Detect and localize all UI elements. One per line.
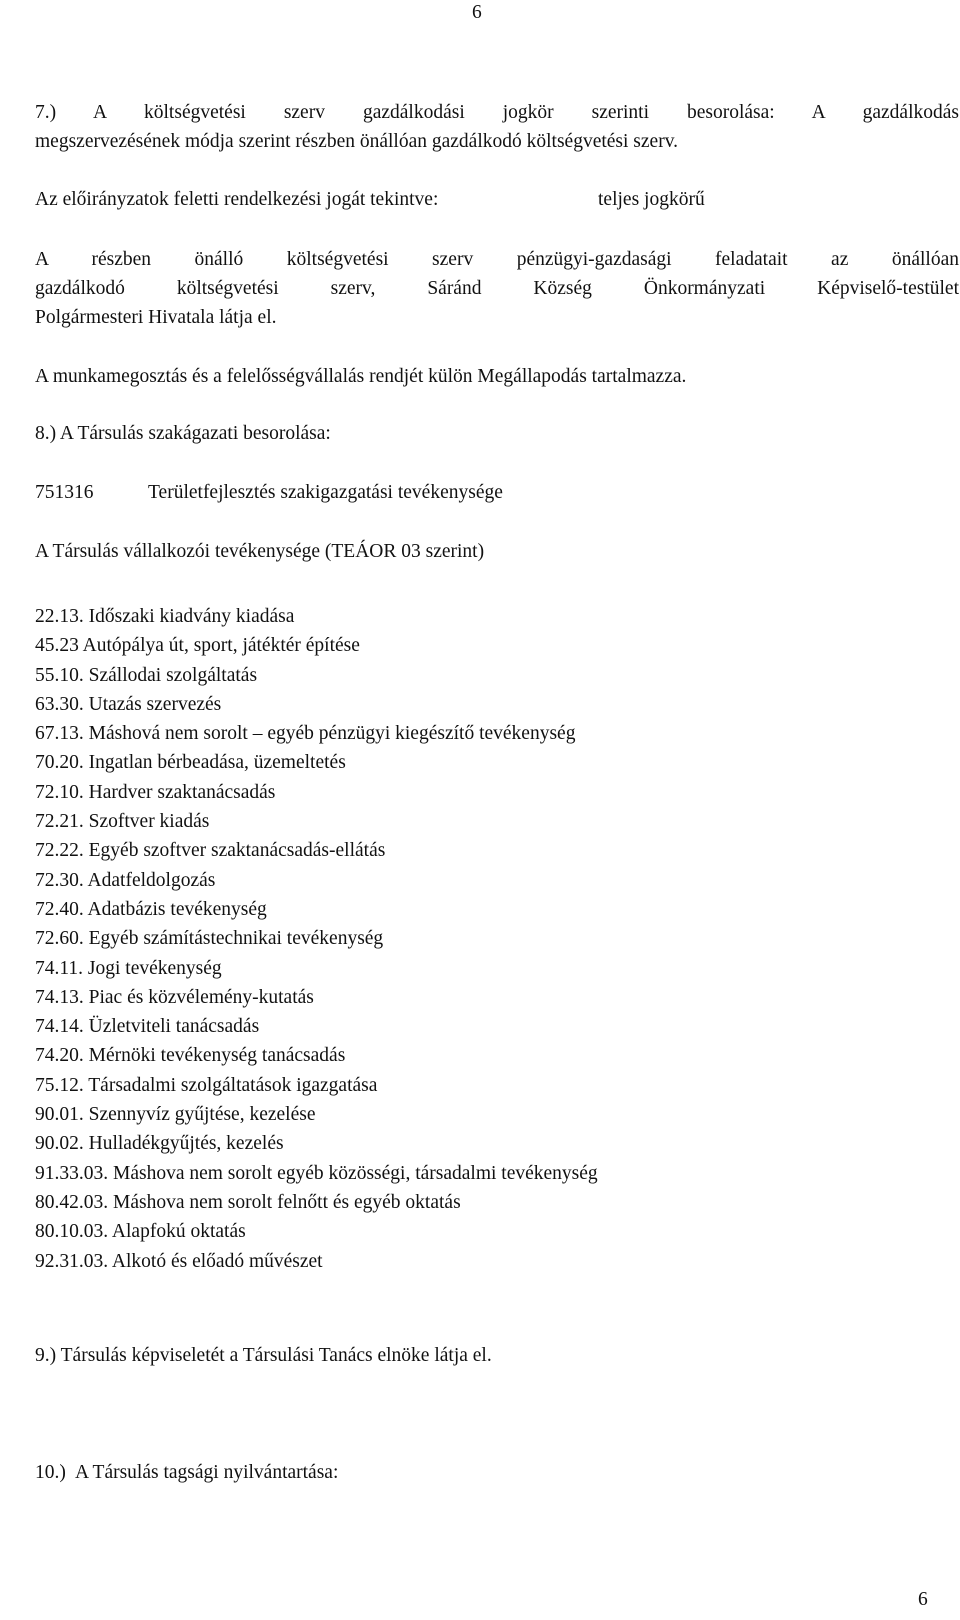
list-item: 45.23 Autópálya út, sport, játéktér építése: [35, 635, 360, 657]
section10-text: A Társulás tagsági nyilvántartása:: [75, 1462, 339, 1483]
list-item: 63.30. Utazás szervezés: [35, 693, 222, 715]
page-number-bottom: 6: [918, 1589, 928, 1610]
list-item: 74.11. Jogi tevékenység: [35, 957, 222, 979]
list-item: 90.01. Szennyvíz gyűjtése, kezelése: [35, 1104, 316, 1126]
section9-text: 9.) Társulás képviseletét a Társulási Tanács elnöke látja el.: [35, 1345, 492, 1366]
list-item: 75.12. Társadalmi szolgáltatások igazgatása: [35, 1074, 378, 1096]
authority-label: Az előirányzatok feletti rendelkezési jogát tekintve:: [35, 189, 439, 210]
list-item: 80.42.03. Máshova nem sorolt felnőtt és egyéb oktatás: [35, 1191, 461, 1213]
authority-value: teljes jogkörű: [598, 189, 705, 210]
section8-heading: 8.) A Társulás szakágazati besorolása:: [35, 423, 331, 444]
section10-number: 10.): [35, 1462, 66, 1483]
list-item: 80.10.03. Alapfokú oktatás: [35, 1221, 246, 1243]
list-item: 72.22. Egyéb szoftver szaktanácsadás-ellátás: [35, 840, 386, 862]
page-number-top: 6: [472, 2, 482, 23]
section7-para-line1: A részben önálló költségvetési szerv pénzügyi-gazdasági feladatait az önállóan: [35, 249, 959, 270]
sector-code: 751316: [35, 482, 94, 503]
list-item: 91.33.03. Máshova nem sorolt egyéb közösségi, társadalmi tevékenység: [35, 1162, 598, 1184]
section7-line2: megszervezésének módja szerint részben önállóan gazdálkodó költségvetési szerv.: [35, 131, 679, 152]
list-item: 72.60. Egyéb számítástechnikai tevékenység: [35, 928, 384, 950]
activities-heading: A Társulás vállalkozói tevékenysége (TEÁOR 03 szerint): [35, 541, 485, 562]
section7-para-line3: Polgármesteri Hivatala látja el.: [35, 307, 277, 328]
list-item: 22.13. Időszaki kiadvány kiadása: [35, 606, 295, 627]
list-item: 70.20. Ingatlan bérbeadása, üzemeltetés: [35, 752, 346, 774]
list-item: 72.40. Adatbázis tevékenység: [35, 898, 267, 920]
list-item: 74.20. Mérnöki tevékenység tanácsadás: [35, 1045, 346, 1067]
list-item: 67.13. Máshová nem sorolt – egyéb pénzügyi kiegészítő tevékenység: [35, 723, 576, 745]
list-item: 55.10. Szállodai szolgáltatás: [35, 664, 258, 686]
list-item: 90.02. Hulladékgyűjtés, kezelés: [35, 1133, 284, 1155]
list-item: 72.10. Hardver szaktanácsadás: [35, 781, 276, 803]
list-item: 74.13. Piac és közvélemény-kutatás: [35, 986, 314, 1008]
list-item: 72.21. Szoftver kiadás: [35, 811, 210, 833]
sector-code-label: Területfejlesztés szakigazgatási tevékenysége: [148, 482, 503, 503]
agreement-text: A munkamegosztás és a felelősségvállalás rendjét külön Megállapodás tartalmazza.: [35, 366, 687, 387]
list-item: 72.30. Adatfeldolgozás: [35, 869, 216, 891]
list-item: 74.14. Üzletviteli tanácsadás: [35, 1016, 260, 1038]
activities-list: [35, 602, 598, 1276]
list-item: 92.31.03. Alkotó és előadó művészet: [35, 1250, 323, 1272]
section7-line1: 7.) A költségvetési szerv gazdálkodási jogkör szerinti besorolása: A gazdálkodás: [35, 102, 959, 123]
section7-para-line2: gazdálkodó költségvetési szerv, Sáránd Község Önkormányzati Képviselő-testület: [35, 278, 959, 299]
